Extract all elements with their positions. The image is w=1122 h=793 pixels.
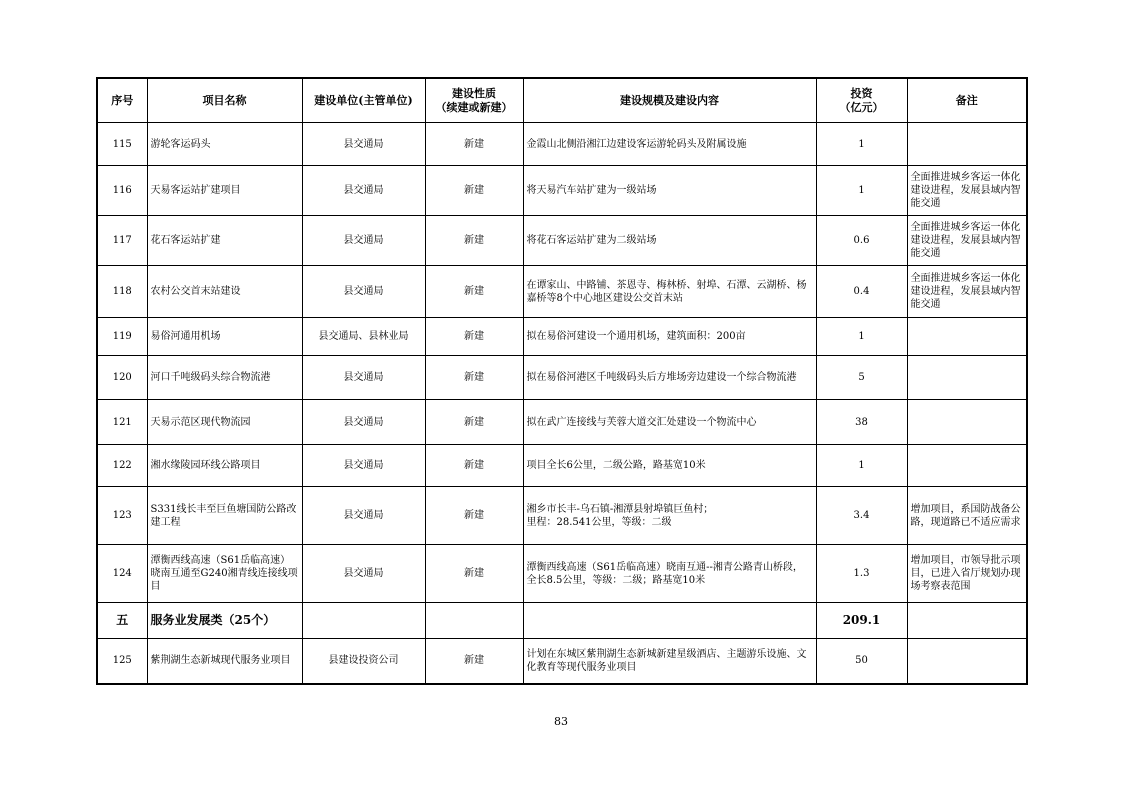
category-name: 服务业发展类（25个）: [147, 603, 302, 639]
cell-nature: 新建: [425, 166, 523, 216]
table-row: [97, 356, 1027, 400]
cell-name: 天易示范区现代物流园: [147, 400, 302, 445]
cell-no: 117: [97, 216, 147, 266]
cell-remark: [907, 639, 1027, 684]
cell-name: 河口千吨级码头综合物流港: [147, 356, 302, 400]
cell-invest: 1: [816, 166, 907, 216]
cell-scale: 潭衡西线高速（S61岳临高速）晓南互通--湘青公路青山桥段，全长8.5公里，等级：二级；路基宽10米: [523, 545, 816, 603]
header-name: 项目名称: [147, 78, 302, 123]
cell-name: 游轮客运码头: [147, 123, 302, 166]
cell-invest: 0.4: [816, 266, 907, 318]
table-row: [97, 166, 1027, 216]
cell-invest: 1: [816, 123, 907, 166]
category-row: [97, 603, 1027, 639]
cell-nature: 新建: [425, 639, 523, 684]
cell-unit: 县交通局: [302, 123, 425, 166]
cell-unit: 县交通局: [302, 400, 425, 445]
cell-no: 125: [97, 639, 147, 684]
cell-scale: [523, 487, 816, 545]
cell-unit: 县交通局: [302, 545, 425, 603]
table-row: [97, 487, 1027, 545]
cell-nature: 新建: [425, 318, 523, 356]
category-no: 五: [97, 603, 147, 639]
table-row: [97, 318, 1027, 356]
header-scale: 建设规模及建设内容: [523, 78, 816, 123]
cell-unit: 县交通局: [302, 487, 425, 545]
cell-name: 农村公交首末站建设: [147, 266, 302, 318]
cell-no: 124: [97, 545, 147, 603]
cell-unit: 县交通局: [302, 166, 425, 216]
cell-remark: [907, 400, 1027, 445]
header-remark: 备注: [907, 78, 1027, 123]
cell-scale: 拟在易俗河建设一个通用机场，建筑面积：200亩: [523, 318, 816, 356]
cell-nature: 新建: [425, 216, 523, 266]
cell-nature: 新建: [425, 123, 523, 166]
header-unit: 建设单位(主管单位): [302, 78, 425, 123]
category-invest: 209.1: [816, 603, 907, 639]
cell-scale: 拟在武广连接线与芙蓉大道交汇处建设一个物流中心: [523, 400, 816, 445]
cell-scale: 将花石客运站扩建为二级站场: [523, 216, 816, 266]
cell-scale: 将天易汽车站扩建为一级站场: [523, 166, 816, 216]
cell-name: 湘水缘陵园环线公路项目: [147, 445, 302, 487]
cell-no: 123: [97, 487, 147, 545]
header-nature-line2: （续建或新建）: [435, 100, 513, 114]
cell-scale: 金霞山北侧沿湘江边建设客运游轮码头及附属设施: [523, 123, 816, 166]
cell-nature: 新建: [425, 545, 523, 603]
cell-unit: 县交通局: [302, 216, 425, 266]
cell-remark: [907, 123, 1027, 166]
header-row: [97, 78, 1027, 123]
cell-name: 花石客运站扩建: [147, 216, 302, 266]
cell-name: 天易客运站扩建项目: [147, 166, 302, 216]
cell-no: 119: [97, 318, 147, 356]
cell-unit: 县交通局、县林业局: [302, 318, 425, 356]
cell-unit: 县交通局: [302, 266, 425, 318]
cell-scale: 项目全长6公里，二级公路，路基宽10米: [523, 445, 816, 487]
header-invest-line2: （亿元）: [839, 100, 884, 114]
category-unit: [302, 603, 425, 639]
cell-name: 紫荆湖生态新城现代服务业项目: [147, 639, 302, 684]
table-row: [97, 123, 1027, 166]
cell-remark: 全面推进城乡客运一体化建设进程，发展县域内智能交通: [907, 166, 1027, 216]
cell-invest: 50: [816, 639, 907, 684]
cell-unit: 县交通局: [302, 356, 425, 400]
cell-unit: 县交通局: [302, 445, 425, 487]
cell-scale-line2: 里程：28.541公里，等级：二级: [526, 516, 672, 528]
cell-name: S331线长丰至巨鱼塘国防公路改建工程: [147, 487, 302, 545]
cell-nature: 新建: [425, 266, 523, 318]
cell-invest: 1: [816, 318, 907, 356]
cell-scale: 拟在易俗河港区千吨级码头后方堆场旁边建设一个综合物流港: [523, 356, 816, 400]
cell-invest: 38: [816, 400, 907, 445]
table-row: [97, 400, 1027, 445]
table-row: [97, 216, 1027, 266]
header-nature: [425, 78, 523, 123]
cell-scale: 在谭家山、中路铺、茶恩寺、梅林桥、射埠、石潭、云湖桥、杨嘉桥等8个中心地区建设公交首末站: [523, 266, 816, 318]
table-row: [97, 445, 1027, 487]
cell-remark: 全面推进城乡客运一体化建设进程，发展县域内智能交通: [907, 216, 1027, 266]
category-remark: [907, 603, 1027, 639]
cell-remark: 增加项目，系国防战备公路，现道路已不适应需求: [907, 487, 1027, 545]
cell-remark: 增加项目，市领导批示项目，已进入省厅规划办现场考察表范围: [907, 545, 1027, 603]
cell-scale-line1: 湘乡市长丰-乌石镇-湘潭县射埠镇巨鱼村；: [526, 503, 714, 515]
header-no: 序号: [97, 78, 147, 123]
cell-nature: 新建: [425, 487, 523, 545]
cell-no: 120: [97, 356, 147, 400]
cell-remark: [907, 356, 1027, 400]
header-invest-line1: 投资: [850, 86, 873, 100]
table-row: [97, 545, 1027, 603]
header-nature-line1: 建设性质: [452, 86, 496, 100]
cell-no: 122: [97, 445, 147, 487]
cell-no: 118: [97, 266, 147, 318]
cell-invest: 1.3: [816, 545, 907, 603]
cell-remark: 全面推进城乡客运一体化建设进程，发展县域内智能交通: [907, 266, 1027, 318]
table-row: [97, 639, 1027, 684]
cell-nature: 新建: [425, 400, 523, 445]
cell-invest: 3.4: [816, 487, 907, 545]
category-nature: [425, 603, 523, 639]
cell-name: 潭衡西线高速（S61岳临高速）晓南互通至G240湘青线连接线项目: [147, 545, 302, 603]
cell-no: 116: [97, 166, 147, 216]
cell-name: 易俗河通用机场: [147, 318, 302, 356]
project-table: [96, 77, 1028, 685]
category-scale: [523, 603, 816, 639]
page-number: 83: [554, 715, 568, 728]
cell-invest: 0.6: [816, 216, 907, 266]
cell-remark: [907, 318, 1027, 356]
cell-unit: 县建设投资公司: [302, 639, 425, 684]
cell-no: 115: [97, 123, 147, 166]
cell-remark: [907, 445, 1027, 487]
cell-nature: 新建: [425, 445, 523, 487]
table-row: [97, 266, 1027, 318]
cell-scale: 计划在东城区紫荆湖生态新城新建星级酒店、主题游乐设施、文化教育等现代服务业项目: [523, 639, 816, 684]
cell-no: 121: [97, 400, 147, 445]
cell-invest: 5: [816, 356, 907, 400]
cell-nature: 新建: [425, 356, 523, 400]
header-invest: [816, 78, 907, 123]
cell-invest: 1: [816, 445, 907, 487]
